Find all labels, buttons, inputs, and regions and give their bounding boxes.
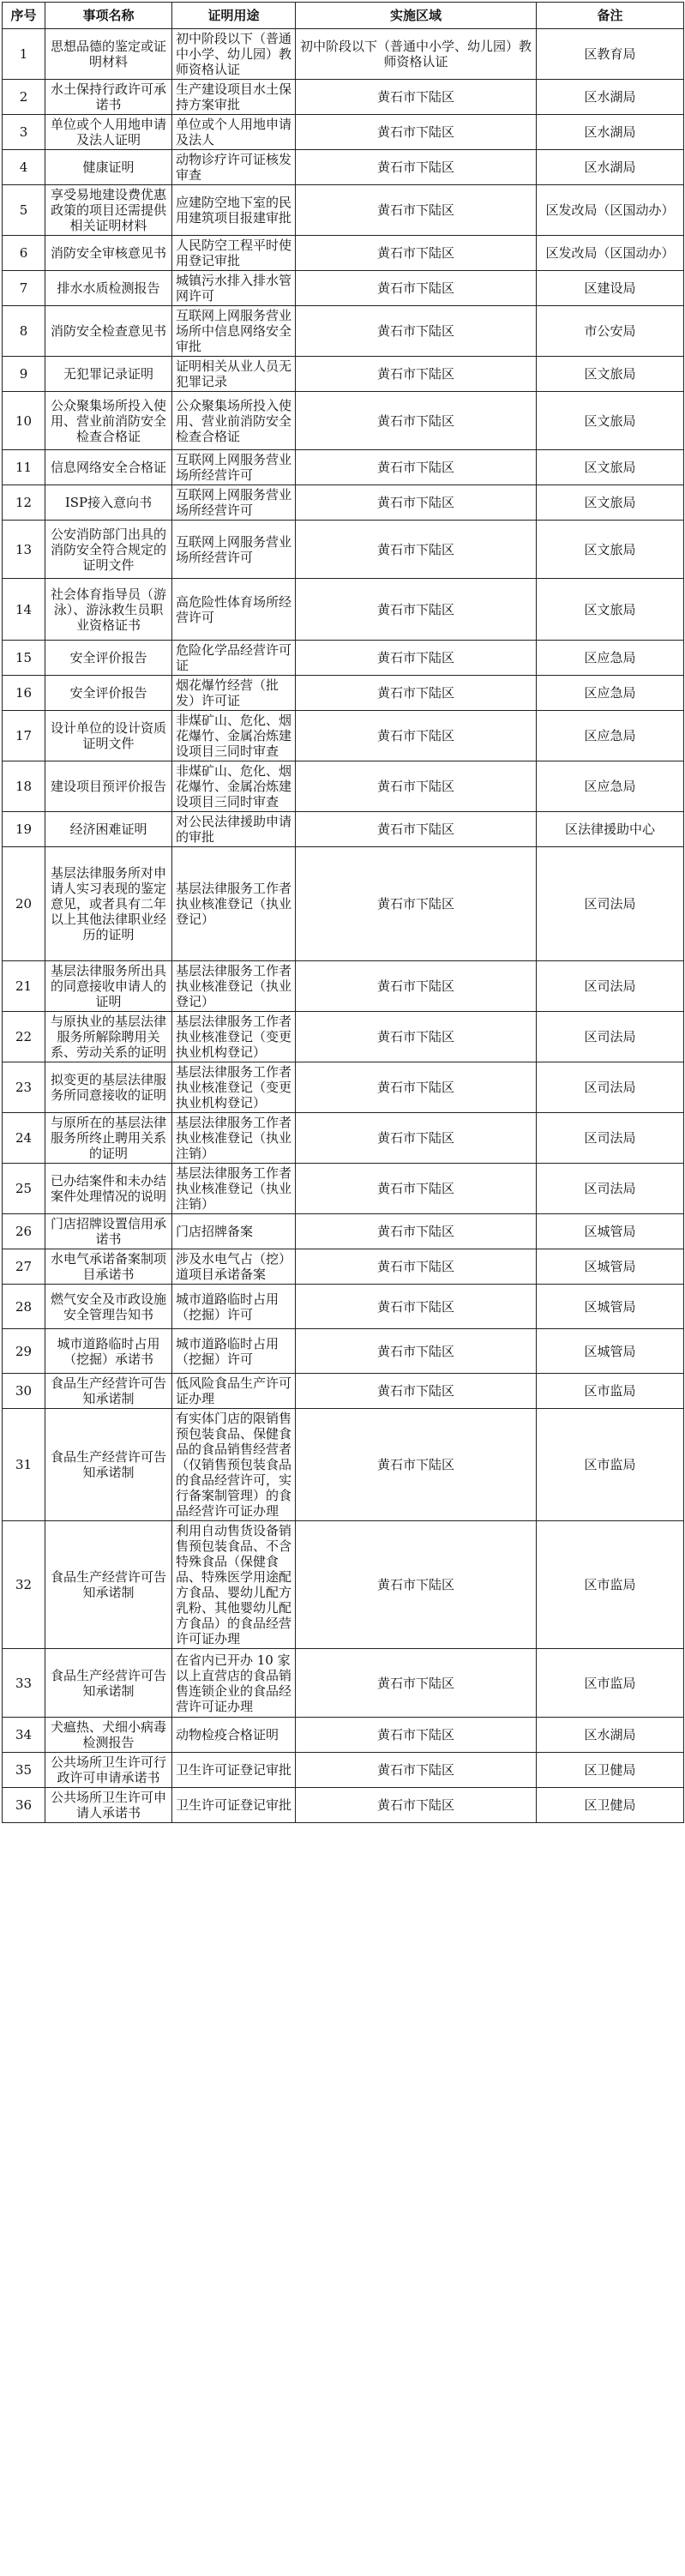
- table-row: [3, 961, 684, 1012]
- cell-proof-purpose: 基层法律服务工作者执业核准登记（执业登记）: [172, 961, 296, 1012]
- cell-implementation-area: 黄石市下陆区: [296, 847, 537, 961]
- cell-item-name: 排水水质检测报告: [45, 271, 172, 306]
- cell-proof-purpose: 高危险性体育场所经营许可: [172, 579, 296, 641]
- cell-remarks: 区城管局: [537, 1329, 684, 1374]
- cell-proof-purpose: 人民防空工程平时使用登记审批: [172, 236, 296, 271]
- cell-implementation-area: 黄石市下陆区: [296, 485, 537, 521]
- cell-item-name: 公众聚集场所投入使用、营业前消防安全检查合格证: [45, 392, 172, 450]
- cell-remarks: 区应急局: [537, 711, 684, 761]
- table-header-row: [3, 3, 684, 29]
- cell-proof-purpose: 城市道路临时占用（挖掘）许可: [172, 1285, 296, 1329]
- cell-implementation-area: 初中阶段以下（普通中小学、幼儿园）教师资格认证: [296, 29, 537, 80]
- cell-implementation-area: 黄石市下陆区: [296, 1113, 537, 1164]
- cell-item-name: 思想品德的鉴定或证明材料: [45, 29, 172, 80]
- cell-remarks: 区水湖局: [537, 80, 684, 115]
- cell-implementation-area: 黄石市下陆区: [296, 1718, 537, 1753]
- cell-remarks: 区应急局: [537, 641, 684, 676]
- cell-remarks: 区发改局（区国动办）: [537, 236, 684, 271]
- cell-item-name: 城市道路临时占用（挖掘）承诺书: [45, 1329, 172, 1374]
- cell-remarks: 区司法局: [537, 1012, 684, 1062]
- cell-item-name: 设计单位的设计资质证明文件: [45, 711, 172, 761]
- table-row: [3, 115, 684, 150]
- cell-implementation-area: 黄石市下陆区: [296, 450, 537, 485]
- cell-serial-number: 4: [3, 150, 45, 185]
- cell-remarks: 区应急局: [537, 676, 684, 711]
- cell-serial-number: 7: [3, 271, 45, 306]
- cell-serial-number: 26: [3, 1214, 45, 1249]
- cell-proof-purpose: 有实体门店的限销售预包装食品、保健食品的食品销售经营者（仅销售预包装食品的食品经营许可，实行备案制管理）的食品经营许可证办理: [172, 1409, 296, 1521]
- cell-proof-purpose: 基层法律服务工作者执业核准登记（变更执业机构登记）: [172, 1062, 296, 1113]
- header-proof-purpose: 证明用途: [172, 3, 296, 29]
- table-row: [3, 1214, 684, 1249]
- cell-remarks: 区卫健局: [537, 1788, 684, 1823]
- cell-item-name: 享受易地建设费优惠政策的项目还需提供相关证明材料: [45, 185, 172, 236]
- table-row: [3, 306, 684, 357]
- table-row: [3, 1718, 684, 1753]
- cell-implementation-area: 黄石市下陆区: [296, 761, 537, 812]
- cell-remarks: 区文旅局: [537, 357, 684, 392]
- table-row: [3, 1521, 684, 1649]
- cell-serial-number: 36: [3, 1788, 45, 1823]
- cell-proof-purpose: 互联网上网服务营业场所经营许可: [172, 521, 296, 579]
- cell-proof-purpose: 基层法律服务工作者执业核准登记（执业注销）: [172, 1113, 296, 1164]
- proof-items-table: [2, 2, 684, 1823]
- cell-remarks: 区发改局（区国动办）: [537, 185, 684, 236]
- cell-remarks: 区水湖局: [537, 115, 684, 150]
- cell-implementation-area: 黄石市下陆区: [296, 150, 537, 185]
- cell-proof-purpose: 应建防空地下室的民用建筑项目报建审批: [172, 185, 296, 236]
- cell-serial-number: 13: [3, 521, 45, 579]
- cell-item-name: 燃气安全及市政设施安全管理告知书: [45, 1285, 172, 1329]
- cell-implementation-area: 黄石市下陆区: [296, 115, 537, 150]
- cell-remarks: 区司法局: [537, 1164, 684, 1214]
- cell-proof-purpose: 涉及水电气占（挖）道项目承诺备案: [172, 1249, 296, 1285]
- cell-implementation-area: 黄石市下陆区: [296, 1285, 537, 1329]
- cell-proof-purpose: 对公民法律援助申请的审批: [172, 812, 296, 847]
- cell-remarks: 区应急局: [537, 761, 684, 812]
- cell-item-name: 食品生产经营许可告知承诺制: [45, 1409, 172, 1521]
- table-row: [3, 1285, 684, 1329]
- cell-serial-number: 24: [3, 1113, 45, 1164]
- table-row: [3, 676, 684, 711]
- cell-remarks: 区司法局: [537, 1113, 684, 1164]
- cell-serial-number: 1: [3, 29, 45, 80]
- cell-proof-purpose: 门店招牌备案: [172, 1214, 296, 1249]
- cell-implementation-area: 黄石市下陆区: [296, 676, 537, 711]
- cell-item-name: 单位或个人用地申请及法人证明: [45, 115, 172, 150]
- cell-proof-purpose: 城市道路临时占用（挖掘）许可: [172, 1329, 296, 1374]
- cell-remarks: 区城管局: [537, 1249, 684, 1285]
- cell-serial-number: 27: [3, 1249, 45, 1285]
- cell-item-name: 基层法律服务所对申请人实习表现的鉴定意见，或者具有二年以上其他法律职业经历的证明: [45, 847, 172, 961]
- cell-remarks: 区司法局: [537, 847, 684, 961]
- cell-serial-number: 33: [3, 1649, 45, 1718]
- cell-proof-purpose: 利用自动售货设备销售预包装食品、不含特殊食品（保健食品、特殊医学用途配方食品、婴幼儿配方乳粉、其他婴幼儿配方食品）的食品经营许可证办理: [172, 1521, 296, 1649]
- cell-implementation-area: 黄石市下陆区: [296, 80, 537, 115]
- cell-implementation-area: 黄石市下陆区: [296, 711, 537, 761]
- cell-serial-number: 32: [3, 1521, 45, 1649]
- cell-item-name: 健康证明: [45, 150, 172, 185]
- cell-remarks: 区文旅局: [537, 392, 684, 450]
- cell-implementation-area: 黄石市下陆区: [296, 1214, 537, 1249]
- cell-serial-number: 19: [3, 812, 45, 847]
- cell-implementation-area: 黄石市下陆区: [296, 1521, 537, 1649]
- cell-implementation-area: 黄石市下陆区: [296, 1062, 537, 1113]
- cell-item-name: 经济困难证明: [45, 812, 172, 847]
- table-row: [3, 521, 684, 579]
- cell-remarks: 区文旅局: [537, 485, 684, 521]
- cell-serial-number: 35: [3, 1753, 45, 1788]
- cell-remarks: 区建设局: [537, 271, 684, 306]
- cell-remarks: 市公安局: [537, 306, 684, 357]
- cell-item-name: 基层法律服务所出具的同意接收申请人的证明: [45, 961, 172, 1012]
- cell-serial-number: 30: [3, 1374, 45, 1409]
- table-row: [3, 711, 684, 761]
- cell-item-name: 安全评价报告: [45, 676, 172, 711]
- table-row: [3, 29, 684, 80]
- table-row: [3, 150, 684, 185]
- cell-remarks: 区文旅局: [537, 450, 684, 485]
- cell-implementation-area: 黄石市下陆区: [296, 1249, 537, 1285]
- cell-item-name: ISP接入意向书: [45, 485, 172, 521]
- cell-proof-purpose: 证明相关从业人员无犯罪记录: [172, 357, 296, 392]
- cell-item-name: 水电气承诺备案制项目承诺书: [45, 1249, 172, 1285]
- cell-item-name: 无犯罪记录证明: [45, 357, 172, 392]
- header-remarks: 备注: [537, 3, 684, 29]
- header-item-name: 事项名称: [45, 3, 172, 29]
- cell-serial-number: 22: [3, 1012, 45, 1062]
- table-row: [3, 1012, 684, 1062]
- cell-serial-number: 16: [3, 676, 45, 711]
- cell-serial-number: 23: [3, 1062, 45, 1113]
- cell-serial-number: 9: [3, 357, 45, 392]
- cell-implementation-area: 黄石市下陆区: [296, 185, 537, 236]
- cell-proof-purpose: 单位或个人用地申请及法人: [172, 115, 296, 150]
- cell-proof-purpose: 公众聚集场所投入使用、营业前消防安全检查合格证: [172, 392, 296, 450]
- cell-serial-number: 6: [3, 236, 45, 271]
- cell-implementation-area: 黄石市下陆区: [296, 1329, 537, 1374]
- cell-serial-number: 11: [3, 450, 45, 485]
- cell-serial-number: 20: [3, 847, 45, 961]
- table-row: [3, 1409, 684, 1521]
- cell-item-name: 食品生产经营许可告知承诺制: [45, 1374, 172, 1409]
- cell-proof-purpose: 动物检疫合格证明: [172, 1718, 296, 1753]
- cell-serial-number: 28: [3, 1285, 45, 1329]
- cell-item-name: 拟变更的基层法律服务所同意接收的证明: [45, 1062, 172, 1113]
- cell-item-name: 食品生产经营许可告知承诺制: [45, 1521, 172, 1649]
- cell-item-name: 与原所在的基层法律服务所终止聘用关系的证明: [45, 1113, 172, 1164]
- cell-implementation-area: 黄石市下陆区: [296, 812, 537, 847]
- cell-item-name: 安全评价报告: [45, 641, 172, 676]
- table-row: [3, 1788, 684, 1823]
- cell-proof-purpose: 基层法律服务工作者执业核准登记（执业注销）: [172, 1164, 296, 1214]
- cell-implementation-area: 黄石市下陆区: [296, 1012, 537, 1062]
- cell-proof-purpose: 基层法律服务工作者执业核准登记（变更执业机构登记）: [172, 1012, 296, 1062]
- cell-proof-purpose: 初中阶段以下（普通中小学、幼儿园）教师资格认证: [172, 29, 296, 80]
- cell-item-name: 水土保持行政许可承诺书: [45, 80, 172, 115]
- cell-implementation-area: 黄石市下陆区: [296, 1753, 537, 1788]
- table-body: [3, 29, 684, 1823]
- cell-proof-purpose: 低风险食品生产许可证办理: [172, 1374, 296, 1409]
- cell-serial-number: 12: [3, 485, 45, 521]
- table-row: [3, 1062, 684, 1113]
- cell-remarks: 区市监局: [537, 1409, 684, 1521]
- cell-item-name: 消防安全审核意见书: [45, 236, 172, 271]
- cell-item-name: 已办结案件和未办结案件处理情况的说明: [45, 1164, 172, 1214]
- cell-item-name: 食品生产经营许可告知承诺制: [45, 1649, 172, 1718]
- cell-remarks: 区城管局: [537, 1214, 684, 1249]
- cell-remarks: 区市监局: [537, 1521, 684, 1649]
- cell-proof-purpose: 互联网上网服务营业场所经营许可: [172, 450, 296, 485]
- cell-remarks: 区城管局: [537, 1285, 684, 1329]
- cell-remarks: 区水湖局: [537, 1718, 684, 1753]
- cell-implementation-area: 黄石市下陆区: [296, 521, 537, 579]
- cell-implementation-area: 黄石市下陆区: [296, 1649, 537, 1718]
- cell-serial-number: 21: [3, 961, 45, 1012]
- cell-implementation-area: 黄石市下陆区: [296, 357, 537, 392]
- cell-implementation-area: 黄石市下陆区: [296, 579, 537, 641]
- cell-remarks: 区卫健局: [537, 1753, 684, 1788]
- cell-proof-purpose: 危险化学品经营许可证: [172, 641, 296, 676]
- table-row: [3, 185, 684, 236]
- table-row: [3, 1113, 684, 1164]
- cell-proof-purpose: 城镇污水排入排水管网许可: [172, 271, 296, 306]
- cell-item-name: 公共场所卫生许可申请人承诺书: [45, 1788, 172, 1823]
- cell-proof-purpose: 互联网上网服务营业场所经营许可: [172, 485, 296, 521]
- cell-item-name: 门店招牌设置信用承诺书: [45, 1214, 172, 1249]
- cell-remarks: 区文旅局: [537, 521, 684, 579]
- cell-proof-purpose: 非煤矿山、危化、烟花爆竹、金属冶炼建设项目三同时审查: [172, 711, 296, 761]
- cell-serial-number: 2: [3, 80, 45, 115]
- table-row: [3, 1649, 684, 1718]
- cell-proof-purpose: 非煤矿山、危化、烟花爆竹、金属冶炼建设项目三同时审查: [172, 761, 296, 812]
- table-row: [3, 812, 684, 847]
- cell-serial-number: 10: [3, 392, 45, 450]
- cell-item-name: 社会体育指导员（游泳）、游泳救生员职业资格证书: [45, 579, 172, 641]
- header-serial-number: 序号: [3, 3, 45, 29]
- cell-proof-purpose: 基层法律服务工作者执业核准登记（执业登记）: [172, 847, 296, 961]
- cell-serial-number: 25: [3, 1164, 45, 1214]
- cell-item-name: 公共场所卫生许可行政许可申请承诺书: [45, 1753, 172, 1788]
- table-row: [3, 485, 684, 521]
- cell-remarks: 区市监局: [537, 1374, 684, 1409]
- table-row: [3, 1249, 684, 1285]
- cell-remarks: 区司法局: [537, 961, 684, 1012]
- cell-remarks: 区市监局: [537, 1649, 684, 1718]
- cell-implementation-area: 黄石市下陆区: [296, 1409, 537, 1521]
- cell-serial-number: 8: [3, 306, 45, 357]
- cell-remarks: 区文旅局: [537, 579, 684, 641]
- cell-proof-purpose: 烟花爆竹经营（批发）许可证: [172, 676, 296, 711]
- cell-serial-number: 3: [3, 115, 45, 150]
- table-row: [3, 80, 684, 115]
- cell-implementation-area: 黄石市下陆区: [296, 392, 537, 450]
- table-row: [3, 1164, 684, 1214]
- table-row: [3, 641, 684, 676]
- table-row: [3, 1329, 684, 1374]
- cell-proof-purpose: 卫生许可证登记审批: [172, 1788, 296, 1823]
- cell-serial-number: 31: [3, 1409, 45, 1521]
- cell-implementation-area: 黄石市下陆区: [296, 236, 537, 271]
- cell-serial-number: 17: [3, 711, 45, 761]
- cell-implementation-area: 黄石市下陆区: [296, 271, 537, 306]
- table-row: [3, 271, 684, 306]
- table-row: [3, 847, 684, 961]
- cell-serial-number: 5: [3, 185, 45, 236]
- cell-item-name: 信息网络安全合格证: [45, 450, 172, 485]
- cell-item-name: 与原执业的基层法律服务所解除聘用关系、劳动关系的证明: [45, 1012, 172, 1062]
- cell-serial-number: 15: [3, 641, 45, 676]
- cell-item-name: 消防安全检查意见书: [45, 306, 172, 357]
- header-implementation-area: 实施区域: [296, 3, 537, 29]
- cell-implementation-area: 黄石市下陆区: [296, 641, 537, 676]
- table-row: [3, 579, 684, 641]
- cell-serial-number: 14: [3, 579, 45, 641]
- cell-remarks: 区水湖局: [537, 150, 684, 185]
- cell-serial-number: 18: [3, 761, 45, 812]
- cell-implementation-area: 黄石市下陆区: [296, 961, 537, 1012]
- cell-remarks: 区法律援助中心: [537, 812, 684, 847]
- cell-item-name: 犬瘟热、犬细小病毒检测报告: [45, 1718, 172, 1753]
- cell-serial-number: 34: [3, 1718, 45, 1753]
- cell-implementation-area: 黄石市下陆区: [296, 1374, 537, 1409]
- cell-implementation-area: 黄石市下陆区: [296, 306, 537, 357]
- cell-remarks: 区教育局: [537, 29, 684, 80]
- cell-item-name: 公安消防部门出具的消防安全符合规定的证明文件: [45, 521, 172, 579]
- table-row: [3, 236, 684, 271]
- cell-remarks: 区司法局: [537, 1062, 684, 1113]
- cell-proof-purpose: 互联网上网服务营业场所中信息网络安全审批: [172, 306, 296, 357]
- table-row: [3, 450, 684, 485]
- cell-implementation-area: 黄石市下陆区: [296, 1788, 537, 1823]
- table-row: [3, 392, 684, 450]
- table-row: [3, 357, 684, 392]
- table-row: [3, 1753, 684, 1788]
- cell-proof-purpose: 在省内已开办 10 家以上直营店的食品销售连锁企业的食品经营许可证办理: [172, 1649, 296, 1718]
- cell-proof-purpose: 动物诊疗许可证核发审查: [172, 150, 296, 185]
- table-row: [3, 1374, 684, 1409]
- cell-serial-number: 29: [3, 1329, 45, 1374]
- cell-proof-purpose: 生产建设项目水土保持方案审批: [172, 80, 296, 115]
- cell-proof-purpose: 卫生许可证登记审批: [172, 1753, 296, 1788]
- cell-item-name: 建设项目预评价报告: [45, 761, 172, 812]
- table-row: [3, 761, 684, 812]
- cell-implementation-area: 黄石市下陆区: [296, 1164, 537, 1214]
